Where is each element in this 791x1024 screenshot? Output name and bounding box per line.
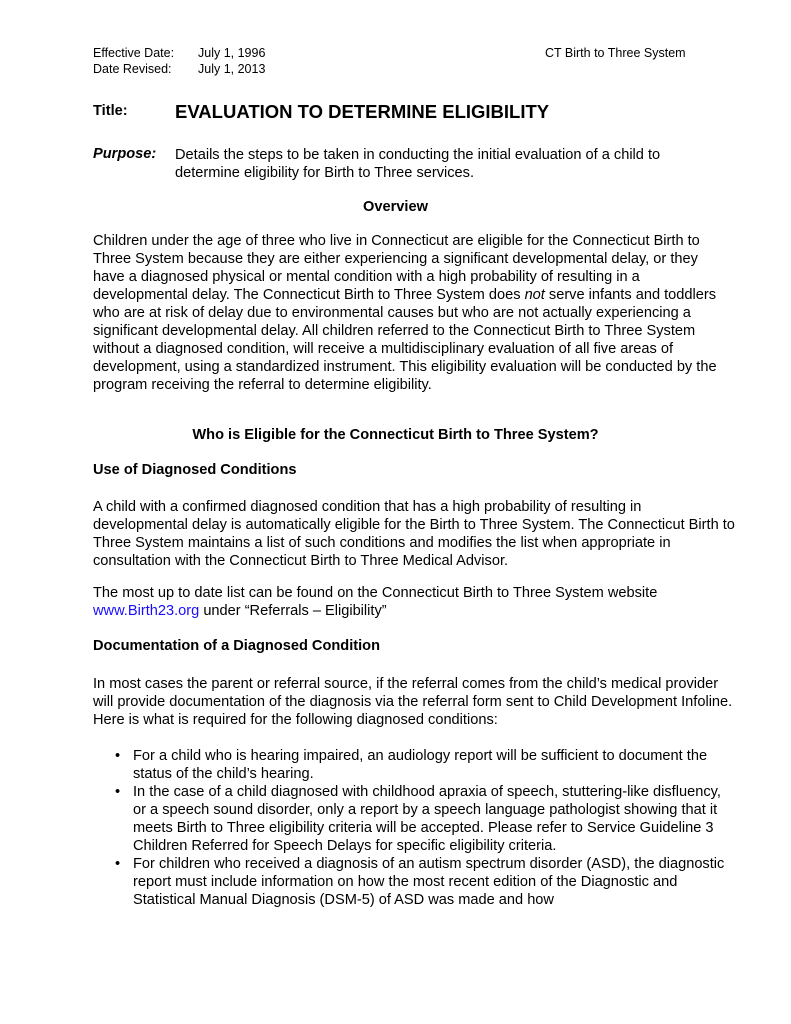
link-suffix: under “Referrals – Eligibility” [199,603,387,619]
overview-heading: Overview [363,199,428,215]
overview-paragraph [93,232,733,394]
effective-date-row [93,45,265,61]
revised-date-row [93,61,265,77]
eligibility-heading: Who is Eligible for the Connecticut Birth to Three System? [192,427,599,443]
organization-name: CT Birth to Three System [545,46,686,60]
documentation-heading: Documentation of a Diagnosed Condition [93,638,381,654]
document-title: EVALUATION TO DETERMINE ELIGIBILITY [175,101,550,122]
list-item [93,855,733,909]
birth23-website-link[interactable]: www.Birth23.org [93,603,200,619]
effective-date-value: July 1, 1996 [198,46,266,60]
effective-date-label: Effective Date: [93,46,175,60]
diagnosed-conditions-paragraph: A child with a confirmed diagnosed condition that has a high probability of resulting in developmental delay is automatically eligible for the Birth to Three System. The Connecticut Birth to Three System maintains a list of such conditions and modifies the list when appropriate in consultation with the Connecticut Birth to Three Medical Advisor. [93,499,735,569]
list-item-text: For a child who is hearing impaired, an audiology report will be sufficient to document the status of the child’s hearing. [133,748,708,782]
revised-date-value: July 1, 2013 [198,62,266,76]
conditions-list-paragraph [93,584,738,620]
list-item [93,747,733,783]
bullet-icon: • [115,748,121,764]
revised-date-label: Date Revised: [93,62,172,76]
conditions-list-text: The most up to date list can be found on the Connecticut Birth to Three System website [93,585,658,601]
bullet-icon: • [115,856,121,872]
document-dates [93,45,265,77]
list-item-text: In the case of a child diagnosed with childhood apraxia of speech, stuttering-like disfluency, or a speech sound disorder, only a report by a speech language pathologist showing that it meets Birth to Three eligibility criteria will be accepted. Please refer to Service Guideline 3 Children Referred for Speech Delays for specific eligibility criteria. [133,784,721,854]
diagnosed-conditions-heading: Use of Diagnosed Conditions [93,462,297,478]
list-item-text: For children who received a diagnosis of an autism spectrum disorder (ASD), the diagnostic report must include information on how the most recent edition of the Diagnostic and Statistical Manual Diagnosis (DSM-5) of ASD was made and how [133,856,725,908]
documentation-bullet-list [93,747,733,909]
purpose-label: Purpose: [93,146,157,162]
overview-emphasis: not [524,287,545,303]
overview-text-1: Children under the age of three who live in Connecticut are eligible for the Connecticut Birth to Three System because they are either experiencing a significant developmental delay, or they have a diagnosed physical or mental condition with a high probability of resulting in a developmental delay. The Connecticut Birth to Three System does [93,233,700,303]
bullet-icon: • [115,784,121,800]
purpose-text: Details the steps to be taken in conducting the initial evaluation of a child to determine eligibility for Birth to Three services. [175,147,661,181]
documentation-paragraph: In most cases the parent or referral source, if the referral comes from the child’s medical provider will provide documentation of the diagnosis via the referral form sent to Child Development Infoline. Here is what is required for the following diagnosed conditions: [93,676,733,728]
title-label: Title: [93,103,128,119]
overview-text-2: serve infants and toddlers who are at risk of delay due to environmental causes but who are not actually experiencing a significant developmental delay. All children referred to the Connecticut Birth to Three System without a diagnosed condition, will receive a multidisciplinary evaluation of all five areas of development, using a standardized instrument. This eligibility evaluation will be conducted by the program receiving the referral to determine eligibility. [93,287,717,393]
list-item [93,783,733,855]
